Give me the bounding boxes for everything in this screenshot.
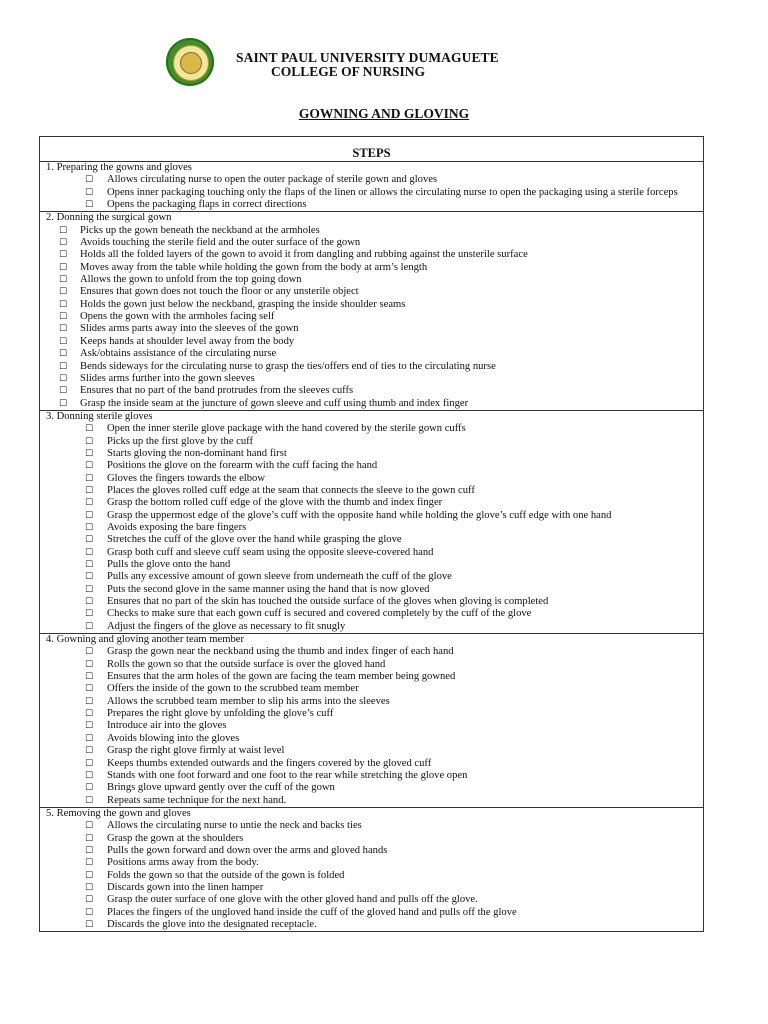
checklist-item-text: Stands with one foot forward and one foot to the rear while stretching the glove open xyxy=(107,769,468,781)
checklist-item-text: Grasp the bottom rolled cuff edge of the glove with the thumb and index finger xyxy=(107,497,443,509)
section-title: 1. Preparing the gowns and gloves xyxy=(46,162,192,173)
checklist-item-text: Offers the inside of the gown to the scrubbed team member xyxy=(107,683,359,695)
step-section-row xyxy=(40,212,704,411)
checkbox-icon[interactable]: ☐ xyxy=(59,336,68,347)
checkbox-icon[interactable]: ☐ xyxy=(85,696,94,707)
checklist-item-text: Avoids exposing the bare fingers xyxy=(107,521,247,533)
checkbox-icon[interactable]: ☐ xyxy=(59,361,68,372)
checkbox-icon[interactable]: ☐ xyxy=(85,584,94,595)
checkbox-icon[interactable]: ☐ xyxy=(85,907,94,918)
checklist-item xyxy=(40,497,703,509)
step-section xyxy=(40,634,704,808)
checklist-item-text: Allows circulating nurse to open the outer package of sterile gown and gloves xyxy=(107,174,438,186)
checklist-item-text: Grasp the gown near the neckband using the thumb and index finger of each hand xyxy=(107,646,454,658)
checklist-item xyxy=(40,373,703,385)
checkbox-icon[interactable]: ☐ xyxy=(85,436,94,447)
checklist-item xyxy=(40,448,703,460)
checklist-item-text: Ensures that gown does not touch the floor or any unsterile object xyxy=(80,286,359,298)
checklist-item xyxy=(40,646,703,658)
checkbox-icon[interactable]: ☐ xyxy=(59,299,68,310)
step-section xyxy=(40,212,704,411)
checklist xyxy=(40,646,703,806)
step-section-row xyxy=(40,634,704,808)
checklist-item xyxy=(40,225,703,237)
checklist-item xyxy=(40,485,703,497)
checklist-item xyxy=(40,299,703,311)
checkbox-icon[interactable]: ☐ xyxy=(59,275,68,286)
checklist-item xyxy=(40,708,703,720)
checklist-item-text: Slides arms parts away into the sleeves of the gown xyxy=(80,323,299,335)
checklist-item-text: Folds the gown so that the outside of the gown is folded xyxy=(107,869,345,881)
checkbox-icon[interactable]: ☐ xyxy=(85,882,94,893)
checklist-item-text: Opens the packaging flaps in correct directions xyxy=(107,199,307,211)
checklist-item-text: Open the inner sterile glove package with the hand covered by the sterile gown cuffs xyxy=(107,423,466,435)
checklist-item xyxy=(40,249,703,261)
checkbox-icon[interactable]: ☐ xyxy=(85,845,94,856)
checklist-item-text: Picks up the gown beneath the neckband at the armholes xyxy=(80,224,320,236)
step-section-row xyxy=(40,410,704,633)
checklist-item xyxy=(40,547,703,559)
checklist-item xyxy=(40,621,703,633)
checklist-item-text: Places the fingers of the ungloved hand inside the cuff of the gloved hand and pulls off the glove xyxy=(107,906,517,918)
checklist-item-text: Positions arms away from the body. xyxy=(107,857,259,869)
checklist-item xyxy=(40,758,703,770)
checklist-item xyxy=(40,460,703,472)
checkbox-icon[interactable]: ☐ xyxy=(85,560,94,570)
checklist-item-text: Places the gloves rolled cuff edge at the seam that connects the sleeve to the gown cuff xyxy=(107,484,475,496)
checklist-item xyxy=(40,348,703,360)
checkbox-icon[interactable]: ☐ xyxy=(85,659,94,670)
checklist-item-text: Keeps hands at shoulder level away from the body xyxy=(80,335,295,347)
checklist-item xyxy=(40,286,703,298)
checklist-item xyxy=(40,782,703,794)
checklist-item-text: Grasp the outer surface of one glove with the other gloved hand and pulls off the glove. xyxy=(107,894,478,906)
checklist-item-text: Ensures that no part of the band protrudes from the sleeves cuffs xyxy=(80,385,354,397)
checklist-item-text: Avoids blowing into the gloves xyxy=(107,732,240,744)
checklist-item-text: Pulls the glove onto the hand xyxy=(107,559,231,570)
checklist-item xyxy=(40,745,703,757)
checkbox-icon[interactable]: ☐ xyxy=(85,672,94,683)
checklist-item-text: Starts gloving the non-dominant hand first xyxy=(107,447,287,459)
checklist-item xyxy=(40,398,703,410)
checkbox-icon[interactable]: ☐ xyxy=(85,770,94,781)
document-header xyxy=(0,38,768,88)
checkbox-icon[interactable]: ☐ xyxy=(85,919,94,930)
steps-table-header: STEPS xyxy=(40,137,704,162)
checklist-item-text: Ask/obtains assistance of the circulating nurse xyxy=(80,348,277,360)
checklist-item-text: Positions the glove on the forearm with the cuff facing the hand xyxy=(107,460,378,472)
checkbox-icon[interactable]: ☐ xyxy=(85,200,94,211)
checklist-item xyxy=(40,720,703,732)
section-title: 4. Gowning and gloving another team member xyxy=(46,634,244,646)
checklist-item-text: Prepares the right glove by unfolding the glove’s cuff xyxy=(107,708,334,720)
checkbox-icon[interactable]: ☐ xyxy=(85,858,94,869)
checkbox-icon[interactable]: ☐ xyxy=(59,312,68,323)
checklist-item-text: Avoids touching the sterile field and the outer surface of the gown xyxy=(80,237,361,249)
checkbox-icon[interactable]: ☐ xyxy=(59,324,68,335)
checklist-item-text: Moves away from the table while holding the gown from the body at arm’s length xyxy=(80,261,428,273)
checklist xyxy=(40,225,703,410)
checkbox-icon[interactable]: ☐ xyxy=(85,547,94,558)
checklist-item xyxy=(40,683,703,695)
checklist-item-text: Ensures that the arm holes of the gown are facing the team member being gowned xyxy=(107,671,456,683)
checklist-item xyxy=(40,262,703,274)
checklist-item xyxy=(40,174,703,186)
university-seal-logo xyxy=(166,38,214,86)
checklist-item xyxy=(40,361,703,373)
checklist-item-text: Rolls the gown so that the outside surface is over the gloved hand xyxy=(107,658,386,670)
checklist-item-text: Checks to make sure that each gown cuff is secured and covered completely by the cuff of the glove xyxy=(107,608,532,620)
checklist-item-text: Grasp the inside seam at the juncture of gown sleeve and cuff using thumb and index finger xyxy=(80,397,469,409)
step-section-row xyxy=(40,162,704,212)
checklist-item-text: Repeats same technique for the next hand. xyxy=(107,794,287,806)
checklist-item xyxy=(40,733,703,745)
step-section xyxy=(40,807,704,931)
steps-table-body xyxy=(40,162,704,932)
checklist-item xyxy=(40,237,703,249)
checkbox-icon[interactable]: ☐ xyxy=(59,262,68,273)
checklist-item xyxy=(40,671,703,683)
checklist-item-text: Opens inner packaging touching only the flaps of the linen or allows the circulating nurse to open the packaging using a sterile forceps xyxy=(107,186,678,198)
checkbox-icon[interactable]: ☐ xyxy=(85,485,94,496)
checklist-item-text: Picks up the first glove by the cuff xyxy=(107,435,254,447)
checkbox-icon[interactable]: ☐ xyxy=(59,238,68,249)
checklist-item-text: Ensures that no part of the skin has touched the outside surface of the gloves when gloving is completed xyxy=(107,596,549,608)
checkbox-icon[interactable]: ☐ xyxy=(85,187,94,198)
checklist-item-text: Holds the gown just below the neckband, grasping the inside shoulder seams xyxy=(80,298,406,310)
checklist-item-text: Allows the scrubbed team member to slip his arms into the sleeves xyxy=(107,695,390,707)
checklist-item-text: Adjust the fingers of the glove as necessary to fit snugly xyxy=(107,620,346,632)
checkbox-icon[interactable]: ☐ xyxy=(85,498,94,509)
checkbox-icon[interactable]: ☐ xyxy=(85,424,94,435)
checkbox-icon[interactable]: ☐ xyxy=(85,175,94,186)
step-section xyxy=(40,410,704,633)
checklist-item xyxy=(40,187,703,199)
checklist-item-text: Grasp the gown at the shoulders xyxy=(107,832,244,844)
checkbox-icon[interactable]: ☐ xyxy=(85,795,94,806)
checklist-item-text: Grasp the right glove firmly at waist level xyxy=(107,745,285,757)
checkbox-icon[interactable]: ☐ xyxy=(85,684,94,695)
checkbox-icon[interactable]: ☐ xyxy=(59,386,68,397)
checklist-item-text: Opens the gown with the armholes facing self xyxy=(80,311,275,323)
checkbox-icon[interactable]: ☐ xyxy=(85,448,94,459)
checkbox-icon[interactable]: ☐ xyxy=(85,733,94,744)
checkbox-icon[interactable]: ☐ xyxy=(85,510,94,521)
checklist-item-text: Introduce air into the gloves xyxy=(107,720,227,732)
checkbox-icon[interactable]: ☐ xyxy=(59,373,68,384)
checklist-item xyxy=(40,659,703,671)
checklist-item-text: Grasp both cuff and sleeve cuff seam using the opposite sleeve-covered hand xyxy=(107,546,434,558)
checkbox-icon[interactable]: ☐ xyxy=(85,870,94,881)
checklist-item xyxy=(40,919,703,931)
checklist-item-text: Gloves the fingers towards the elbow xyxy=(107,472,265,484)
checklist-item xyxy=(40,436,703,448)
checklist-item-text: Holds all the folded layers of the gown to avoid it from dangling and rubbing against the unsterile surface xyxy=(80,249,528,261)
checklist-item xyxy=(40,311,703,323)
checklist xyxy=(40,174,703,211)
checkbox-icon[interactable]: ☐ xyxy=(85,461,94,472)
section-title: 2. Donning the surgical gown xyxy=(46,212,172,224)
checklist-item xyxy=(40,534,703,546)
checkbox-icon[interactable]: ☐ xyxy=(85,535,94,546)
document-title: GOWNING AND GLOVING xyxy=(298,106,470,121)
checklist-item xyxy=(40,199,703,211)
section-title: 5. Removing the gown and gloves xyxy=(46,807,191,819)
checklist-item xyxy=(40,596,703,608)
step-section-row xyxy=(40,807,704,931)
checklist-item xyxy=(40,323,703,335)
checklist-item xyxy=(40,473,703,485)
checklist-item xyxy=(40,770,703,782)
checklist-item xyxy=(40,857,703,869)
checklist-item xyxy=(40,584,703,596)
checklist-item-text: Pulls any excessive amount of gown sleeve from underneath the cuff of the glove xyxy=(107,571,452,583)
checklist-item xyxy=(40,559,703,571)
checkbox-icon[interactable]: ☐ xyxy=(59,225,68,236)
checklist-item xyxy=(40,870,703,882)
checkbox-icon[interactable]: ☐ xyxy=(85,709,94,720)
checkbox-icon[interactable]: ☐ xyxy=(85,821,94,832)
checklist-item xyxy=(40,385,703,397)
checklist-item xyxy=(40,795,703,807)
checkbox-icon[interactable]: ☐ xyxy=(85,758,94,769)
checklist-item-text: Bends sideways for the circulating nurse to grasp the ties/offers end of ties to the circulating nurse xyxy=(80,360,496,372)
checkbox-icon[interactable]: ☐ xyxy=(59,250,68,261)
checklist-item-text: Allows the circulating nurse to untie the neck and backs ties xyxy=(107,820,362,832)
checklist-item-text: Grasp the uppermost edge of the glove’s cuff with the opposite hand while holding the glove’s cuff edge with one hand xyxy=(107,509,612,521)
checkbox-icon[interactable]: ☐ xyxy=(85,833,94,844)
checklist-item-text: Discards gown into the linen hamper xyxy=(107,881,264,893)
checklist-item xyxy=(40,882,703,894)
checklist-item-text: Pulls the gown forward and down over the arms and gloved hands xyxy=(107,844,388,856)
university-name: SAINT PAUL UNIVERSITY DUMAGUETE xyxy=(236,50,499,65)
checklist-item-text: Keeps thumbs extended outwards and the fingers covered by the gloved cuff xyxy=(107,757,432,769)
checklist-item xyxy=(40,845,703,857)
checkbox-icon[interactable]: ☐ xyxy=(59,287,68,298)
checkbox-icon[interactable]: ☐ xyxy=(85,572,94,583)
checkbox-icon[interactable]: ☐ xyxy=(85,522,94,533)
steps-table xyxy=(39,136,704,932)
college-name: COLLEGE OF NURSING xyxy=(271,64,426,79)
checkbox-icon[interactable]: ☐ xyxy=(85,473,94,484)
checklist-item-text: Brings glove upward gently over the cuff of the gown xyxy=(107,782,335,794)
checklist-item xyxy=(40,423,703,435)
checkbox-icon[interactable]: ☐ xyxy=(85,746,94,757)
checklist-item xyxy=(40,510,703,522)
checkbox-icon[interactable]: ☐ xyxy=(85,895,94,906)
checklist-item-text: Discards the glove into the designated receptacle. xyxy=(107,918,317,930)
checkbox-icon[interactable]: ☐ xyxy=(59,349,68,360)
checklist-item xyxy=(40,608,703,620)
checklist-item xyxy=(40,820,703,832)
checklist-item xyxy=(40,907,703,919)
checkbox-icon[interactable]: ☐ xyxy=(85,597,94,608)
checklist-item xyxy=(40,696,703,708)
checklist xyxy=(40,423,703,633)
checklist-item xyxy=(40,894,703,906)
checkbox-icon[interactable]: ☐ xyxy=(85,647,94,658)
checkbox-icon[interactable]: ☐ xyxy=(59,398,68,409)
checklist-item xyxy=(40,274,703,286)
checkbox-icon[interactable]: ☐ xyxy=(85,609,94,620)
checklist-item-text: Allows the gown to unfold from the top going down xyxy=(80,274,302,286)
step-section xyxy=(40,162,704,212)
checkbox-icon[interactable]: ☐ xyxy=(85,721,94,732)
checklist-item xyxy=(40,571,703,583)
checklist xyxy=(40,820,703,931)
checklist-item-text: Slides arms further into the gown sleeves xyxy=(80,372,255,384)
checklist-item-text: Stretches the cuff of the glove over the hand while grasping the glove xyxy=(107,534,402,546)
checklist-item xyxy=(40,522,703,534)
checkbox-icon[interactable]: ☐ xyxy=(85,783,94,794)
checklist-item xyxy=(40,833,703,845)
checklist-item xyxy=(40,336,703,348)
checkbox-icon[interactable]: ☐ xyxy=(85,621,94,632)
section-title: 3. Donning sterile gloves xyxy=(46,410,153,422)
checklist-item-text: Puts the second glove in the same manner using the hand that is now gloved xyxy=(107,583,430,595)
